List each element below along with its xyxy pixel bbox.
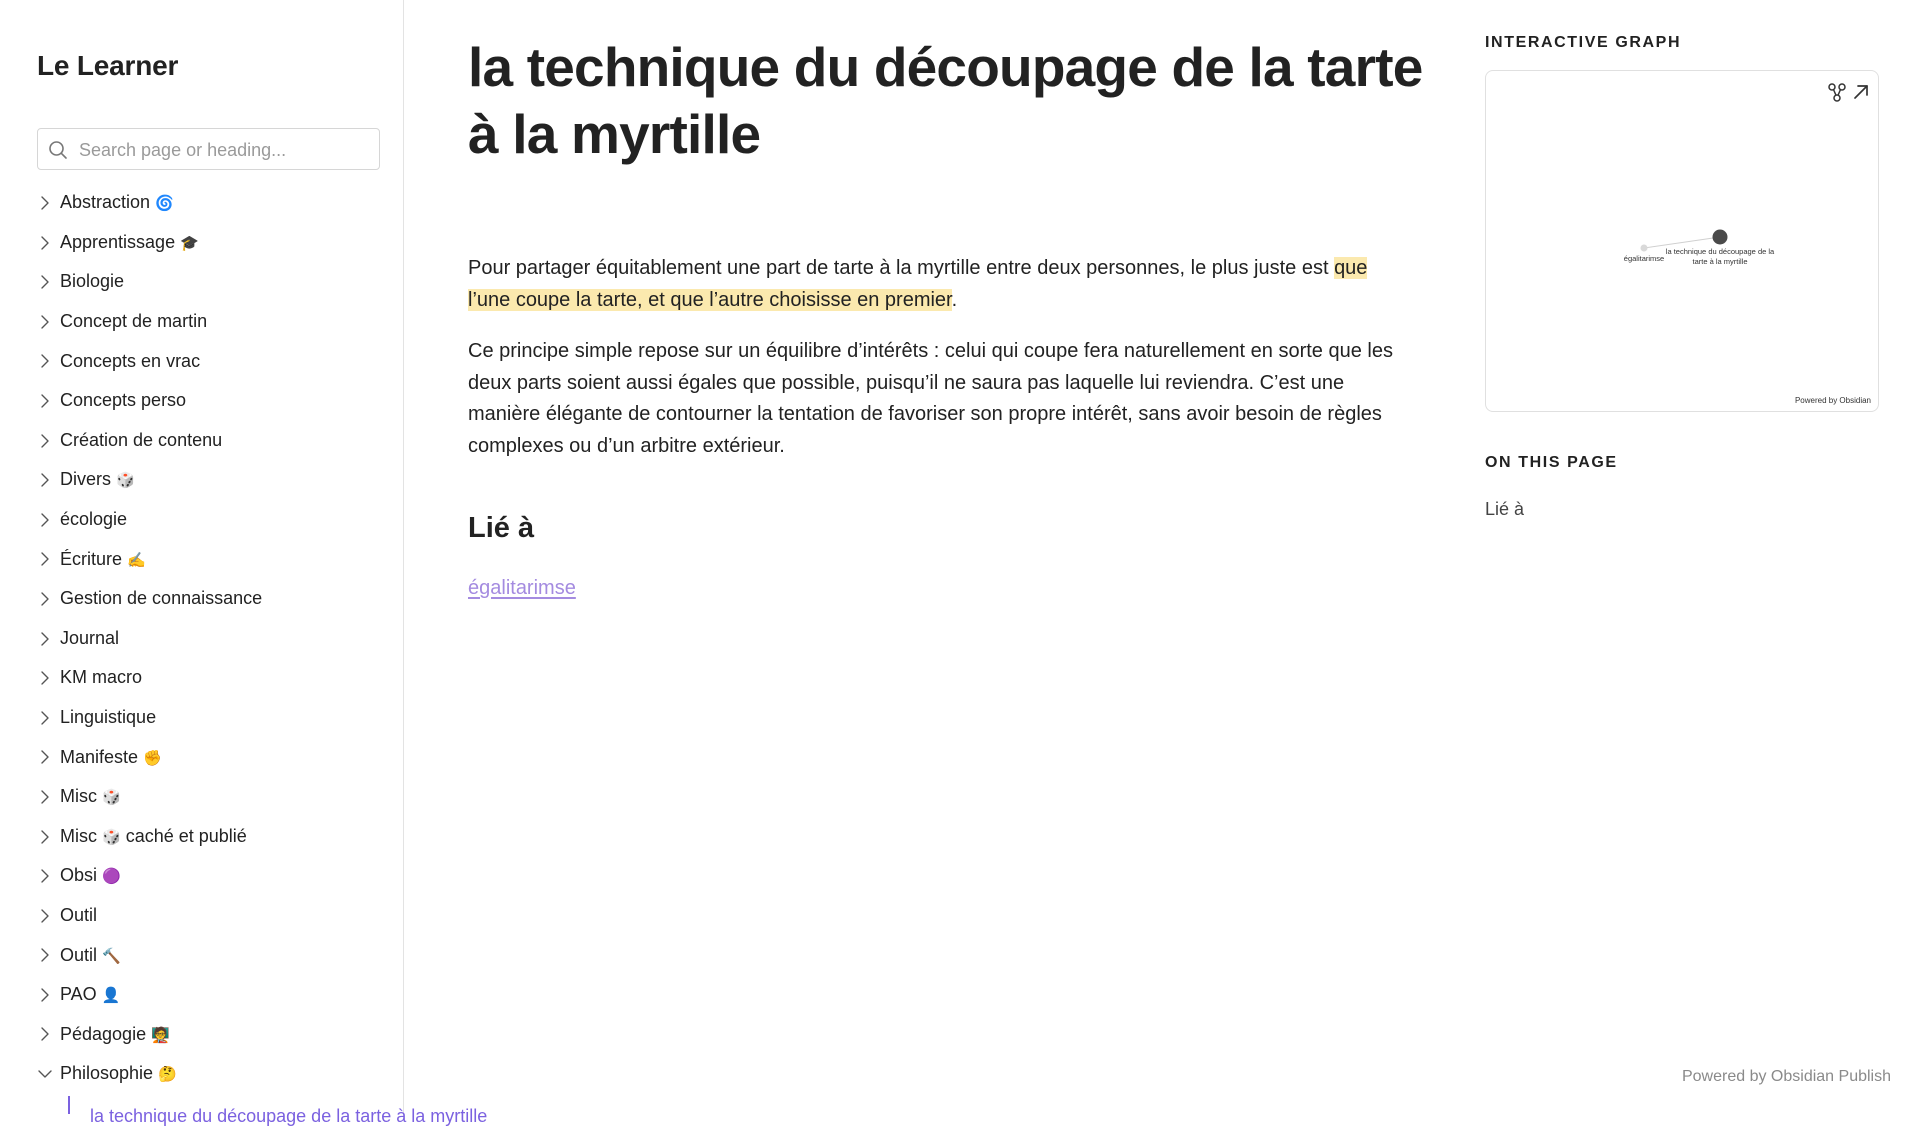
section-heading-lie-a: Lié à xyxy=(468,512,535,544)
sidebar-folder-label xyxy=(60,509,127,530)
graph-powered-by: Powered by Obsidian xyxy=(1794,396,1871,405)
chevron-right-icon[interactable] xyxy=(38,1025,52,1043)
on-this-page-heading: ON THIS PAGE xyxy=(1485,454,1618,471)
chevron-right-icon[interactable] xyxy=(38,630,52,648)
sidebar-folder-label xyxy=(60,945,121,966)
sidebar-folder[interactable] xyxy=(0,539,404,579)
highlighted-text: que l’une coupe la tarte, et que l’autre choisisse en premier xyxy=(468,257,1368,311)
sidebar-folder[interactable] xyxy=(0,579,404,619)
folder-name: Abstraction xyxy=(60,192,151,213)
sidebar-folder[interactable] xyxy=(0,817,404,857)
sidebar-folder[interactable] xyxy=(0,658,404,698)
search-box[interactable] xyxy=(37,128,380,170)
sidebar-folder[interactable] xyxy=(0,183,404,223)
sidebar-folder[interactable] xyxy=(0,302,404,342)
chevron-right-icon[interactable] xyxy=(38,867,52,885)
sidebar-folder-label xyxy=(60,271,124,292)
sidebar-folder-label xyxy=(60,628,119,649)
sidebar-folder-label xyxy=(60,1024,170,1045)
right-panel xyxy=(1444,0,1920,1114)
folder-name: Linguistique xyxy=(60,707,157,728)
folder-emoji-icon: 🧑‍🏫 xyxy=(151,1026,170,1044)
sidebar-folder-label xyxy=(60,707,156,728)
sidebar-folder[interactable] xyxy=(0,619,404,659)
folder-name: Philosophie xyxy=(60,1063,154,1084)
chevron-right-icon[interactable] xyxy=(38,313,52,331)
folder-name: Obsi xyxy=(60,865,98,886)
search-input[interactable] xyxy=(77,129,371,171)
sidebar-folder-label xyxy=(60,865,121,886)
folder-emoji-icon: 🎲 xyxy=(102,789,121,807)
active-page-label: la technique du découpage de la tarte à la myrtille xyxy=(90,1106,488,1126)
chevron-down-icon[interactable] xyxy=(38,1065,52,1083)
sidebar-folder-label xyxy=(60,1063,177,1084)
folder-emoji-icon: 🎲 xyxy=(116,472,135,490)
sidebar-folder-label xyxy=(60,430,222,451)
search-icon xyxy=(48,140,68,160)
folder-name: PAO xyxy=(60,984,97,1005)
graph-node-linked-label: égalitarimse xyxy=(1623,254,1665,263)
internal-link-egalitarimse[interactable]: égalitarimse xyxy=(468,577,576,599)
folder-name: Écriture xyxy=(60,548,123,569)
sidebar-folder-label xyxy=(60,984,120,1005)
chevron-right-icon[interactable] xyxy=(38,392,52,410)
folder-emoji-icon: 🔨 xyxy=(102,947,121,965)
folder-name: Outil xyxy=(60,904,98,925)
sidebar-folder[interactable] xyxy=(0,381,404,421)
graph-node-current-label-2: tarte à la myrtille xyxy=(1692,257,1748,266)
chevron-right-icon[interactable] xyxy=(38,432,52,450)
folder-name: Divers xyxy=(60,469,112,490)
sidebar-folder-label xyxy=(60,826,247,847)
sidebar-folder[interactable] xyxy=(0,737,404,777)
chevron-right-icon[interactable] xyxy=(38,709,52,727)
sidebar-folder-label xyxy=(60,390,186,411)
sidebar-folder-label xyxy=(60,192,174,213)
sidebar-folder-label xyxy=(60,351,200,372)
sidebar-folder[interactable] xyxy=(0,698,404,738)
folder-name: Journal xyxy=(60,627,120,648)
sidebar xyxy=(0,0,488,1126)
folder-name: Pédagogie xyxy=(60,1023,147,1044)
folder-name: Biologie xyxy=(60,271,125,292)
sidebar-folder-label xyxy=(60,747,162,768)
file-tree xyxy=(0,183,404,1094)
folder-emoji-icon: 🤔 xyxy=(158,1066,177,1084)
chevron-right-icon[interactable] xyxy=(38,590,52,608)
sidebar-folder[interactable] xyxy=(0,856,404,896)
sidebar-folder[interactable] xyxy=(0,421,404,461)
toc-item-lie-a[interactable]: Lié à xyxy=(1485,499,1525,519)
folder-emoji-icon: ✊ xyxy=(143,749,162,767)
sidebar-folder[interactable] xyxy=(0,896,404,936)
folder-emoji-icon: 🎓 xyxy=(180,234,199,252)
sidebar-folder[interactable] xyxy=(0,262,404,302)
sidebar-folder[interactable] xyxy=(0,777,404,817)
sidebar-folder[interactable] xyxy=(0,1054,404,1094)
folder-name: Outil xyxy=(60,944,98,965)
folder-name: Manifeste xyxy=(60,746,139,767)
sidebar-folder[interactable] xyxy=(0,460,404,500)
folder-name: Concepts en vrac xyxy=(60,350,201,371)
sidebar-folder-label xyxy=(60,667,142,688)
folder-emoji-icon: 🌀 xyxy=(155,195,174,213)
graph-node-current-label-1: la technique du découpage de la xyxy=(1665,247,1775,256)
page-title: la technique du découpage de la tarte à la myrtille xyxy=(468,36,1423,165)
graph-canvas[interactable] xyxy=(1486,71,1878,411)
folder-emoji-icon: ✍️ xyxy=(127,551,146,569)
folder-name: Création de contenu xyxy=(60,429,223,450)
chevron-right-icon[interactable] xyxy=(38,986,52,1004)
chevron-right-icon[interactable] xyxy=(38,352,52,370)
graph-node-current[interactable] xyxy=(1713,230,1728,245)
graph-heading: INTERACTIVE GRAPH xyxy=(1485,34,1682,51)
sidebar-folder-label xyxy=(60,549,146,570)
chevron-right-icon[interactable] xyxy=(38,273,52,291)
sidebar-folder[interactable] xyxy=(0,223,404,263)
folder-emoji-icon: 👤 xyxy=(101,987,121,1005)
graph-node-linked[interactable] xyxy=(1641,245,1648,252)
sidebar-folder[interactable] xyxy=(0,1014,404,1054)
sidebar-folder-label xyxy=(60,232,199,253)
folder-emoji-icon: 🟣 xyxy=(102,868,121,886)
chevron-right-icon[interactable] xyxy=(38,194,52,212)
graph-settings-icon[interactable] xyxy=(1826,81,1848,103)
paragraph-2: Ce principe simple repose sur un équilibre d’intérêts : celui qui coupe fera naturellement en sorte que les deux parts soient aussi égales que possible, puisqu’il ne saura pas laquelle lui reviendra. C’est une manière élégante de contourner la tentation de favoriser son propre intérêt, sans avoir besoin de règles complexes ou d’un arbitre extérieur. xyxy=(468,340,1393,457)
powered-by-obsidian-publish[interactable]: Powered by Obsidian Publish xyxy=(1681,1068,1891,1085)
folder-name-suffix: caché et publié xyxy=(125,825,247,846)
chevron-right-icon[interactable] xyxy=(38,471,52,489)
folder-name: écologie xyxy=(60,509,128,530)
chevron-right-icon[interactable] xyxy=(38,788,52,806)
sidebar-folder-label xyxy=(60,786,121,807)
interactive-graph[interactable] xyxy=(1485,70,1879,412)
folder-name: Apprentissage xyxy=(60,231,176,252)
folder-name: Concept de martin xyxy=(60,311,208,332)
chevron-right-icon[interactable] xyxy=(38,828,52,846)
chevron-right-icon[interactable] xyxy=(38,907,52,925)
sidebar-folder-label xyxy=(60,588,262,609)
chevron-right-icon[interactable] xyxy=(38,946,52,964)
chevron-right-icon[interactable] xyxy=(38,550,52,568)
site-title[interactable]: Le Learner xyxy=(37,50,179,81)
folder-name: Misc xyxy=(60,825,97,846)
sidebar-folder[interactable] xyxy=(0,500,404,540)
chevron-right-icon[interactable] xyxy=(38,511,52,529)
folder-name: KM macro xyxy=(60,667,143,688)
sidebar-folder-label xyxy=(60,469,135,490)
folder-name: Gestion de connaissance xyxy=(60,588,263,609)
sidebar-folder[interactable] xyxy=(0,935,404,975)
paragraph-1 xyxy=(468,253,1408,316)
sidebar-folder[interactable] xyxy=(0,975,404,1015)
paragraph-1-end: . xyxy=(951,288,958,311)
sidebar-folder[interactable] xyxy=(0,341,404,381)
folder-name: Concepts perso xyxy=(60,390,187,411)
chevron-right-icon[interactable] xyxy=(38,234,52,252)
chevron-right-icon[interactable] xyxy=(38,748,52,766)
folder-emoji-icon: 🎲 xyxy=(102,828,121,846)
expand-arrow-icon[interactable] xyxy=(1850,81,1872,103)
file-tree-active-page[interactable] xyxy=(68,1096,488,1126)
sidebar-folder-label xyxy=(60,311,207,332)
chevron-right-icon[interactable] xyxy=(38,669,52,687)
folder-name: Misc xyxy=(60,786,97,807)
sidebar-folder-label xyxy=(60,905,97,926)
paragraph-1-text: Pour partager équitablement une part de tarte à la myrtille entre deux personnes, le plus juste est xyxy=(468,257,1335,279)
main-content xyxy=(404,0,1444,1114)
